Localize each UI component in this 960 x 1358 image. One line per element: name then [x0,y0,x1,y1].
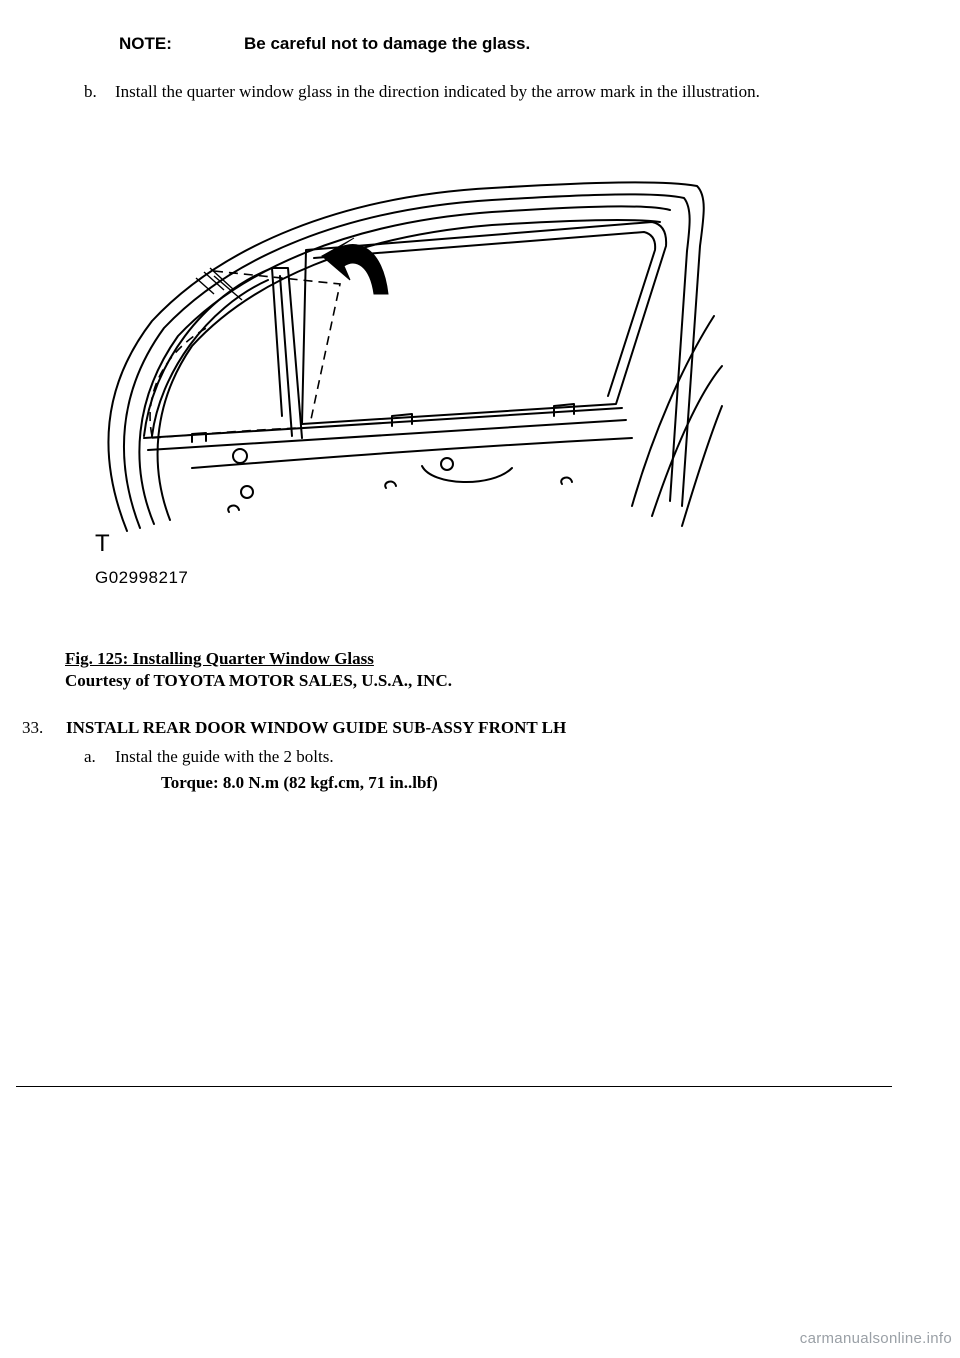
install-direction-arrow [322,238,388,294]
step-33-number: 33. [22,718,44,737]
illustration-code: G02998217 [95,568,189,587]
step-33-title: INSTALL REAR DOOR WINDOW GUIDE SUB-ASSY FRONT LH [66,718,567,737]
door-glass-illustration [92,176,732,606]
step-b [84,82,760,102]
step-a-marker: a. [84,747,96,766]
step-a [84,747,334,767]
center-pillar-1 [272,268,302,438]
footer-divider [16,1086,892,1087]
outer-frame-curve-3 [139,206,670,524]
figure-title[interactable]: Fig. 125: Installing Quarter Window Glass [65,649,374,668]
site-watermark: carmanualsonline.info [799,1330,952,1347]
hook-2 [228,506,239,512]
outer-frame-curve-4 [158,220,660,520]
hole-1 [233,449,247,463]
hole-2 [241,486,253,498]
door-handle-recess [422,466,512,482]
clip-2 [554,404,574,416]
note-text: Be careful not to damage the glass. [244,34,531,53]
clip-1 [392,414,412,426]
hook-3 [561,478,572,484]
belt-line-2 [148,420,626,450]
door-frame-lines [108,182,722,531]
hole-3 [441,458,453,470]
hook-1 [385,482,396,488]
step-a-text: Instal the guide with the 2 bolts. [115,747,334,766]
figure-courtesy: Courtesy of TOYOTA MOTOR SALES, U.S.A., INC. [65,671,452,690]
illustration-letter: T [95,530,110,557]
torque-spec: Torque: 8.0 N.m (82 kgf.cm, 71 in..lbf) [161,773,438,792]
step-b-text: Install the quarter window glass in the direction indicated by the arrow mark in the illustration. [115,82,760,101]
note-line [119,34,530,54]
body-curve-1 [632,316,714,506]
step-33 [22,718,566,738]
step-b-marker: b. [84,82,97,101]
outer-frame-curve-2 [124,194,690,528]
figure-caption [65,648,452,692]
note-label: NOTE: [119,34,172,53]
